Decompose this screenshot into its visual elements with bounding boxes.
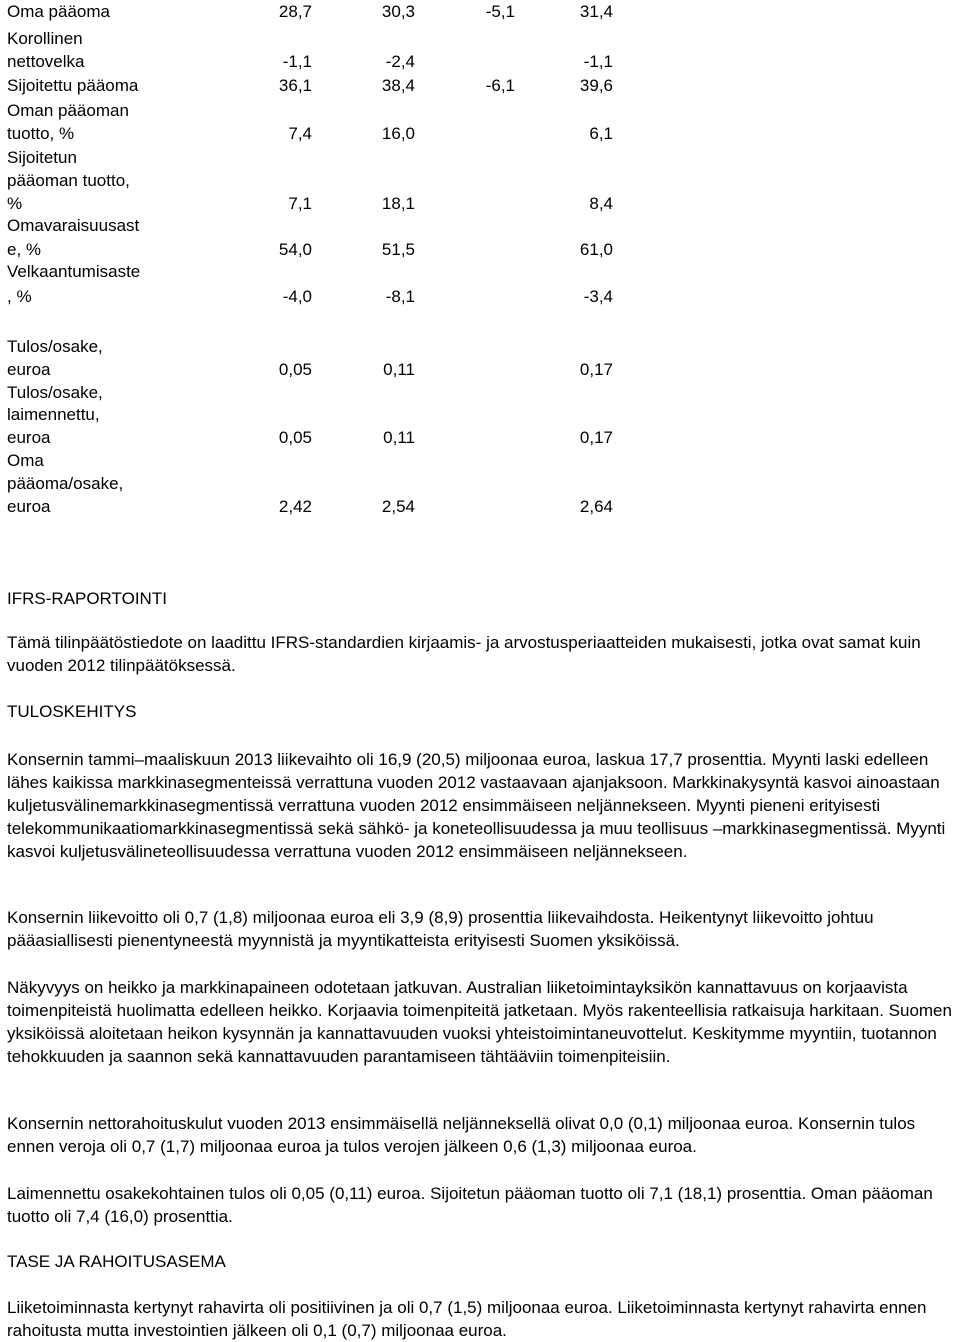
cell-value: 2,64 <box>579 497 613 516</box>
cell-value: 7,4 <box>288 124 312 143</box>
row-label-tulos-osake-laimennettu: euroa <box>7 428 51 447</box>
cell-value: -1,1 <box>583 52 613 71</box>
row-label-omavaraisuusaste: Omavaraisuusast <box>7 216 140 235</box>
tase-paragraph-1: Liiketoiminnasta kertynyt rahavirta oli positiivinen ja oli 0,7 (1,5) miljoonaa euroa. Liiketoiminnasta kertynyt rahavirta ennen rahoitusta mutta investointien jälkeen oli 0,1 (0,7) miljoonaa euroa. <box>7 1298 927 1340</box>
cell-value: 0,11 <box>383 360 415 379</box>
row-label-velkaantumisaste: Velkaantumisaste <box>7 262 141 281</box>
row-label-sijoitetun-paaoman-tuotto: % <box>7 194 23 213</box>
row-label-sijoitettu-paaoma: Sijoitettu pääoma <box>7 76 139 95</box>
row-label-oma-paaoma-osake: Oma <box>7 451 44 470</box>
cell-value: -3,4 <box>583 287 613 306</box>
cell-value: 2,54 <box>381 497 415 516</box>
cell-value: 6,1 <box>589 124 613 143</box>
row-label-oma-paaoma-osake: euroa <box>7 497 51 516</box>
tuloskehitys-paragraph-2: Konsernin liikevoitto oli 0,7 (1,8) miljoonaa euroa eli 3,9 (8,9) prosenttia liikevaihdosta. Heikentynyt liikevoitto johtuu pääasiallisesti pienentyneestä myynnistä ja myyntikatteista erityisesti Suomen yksiköissä. <box>7 908 874 950</box>
cell-value: 2,42 <box>278 497 312 516</box>
cell-value: 39,6 <box>579 76 613 95</box>
cell-value: 31,4 <box>579 2 613 21</box>
cell-value: 38,4 <box>381 76 415 95</box>
row-label-oman-paaoman-tuotto: Oman pääoman <box>7 101 129 120</box>
ifrs-paragraph: Tämä tilinpäätöstiedote on laadittu IFRS-standardien kirjaamis- ja arvostusperiaatteiden mukaisesti, jotka ovat samat kuin vuoden 2012 tilinpäätöksessä. <box>7 633 921 675</box>
row-label-oman-paaoman-tuotto: tuotto, % <box>7 124 75 143</box>
cell-value: -6,1 <box>485 76 515 95</box>
row-label-tulos-osake: euroa <box>7 360 51 379</box>
cell-value: 61,0 <box>579 240 613 259</box>
row-label-omavaraisuusaste: e, % <box>7 240 42 259</box>
cell-value: 0,11 <box>383 428 415 447</box>
row-label-korollinen-nettovelka: Korollinen <box>7 29 83 48</box>
section-heading-ifrs: IFRS-RAPORTOINTI <box>7 589 167 608</box>
tuloskehitys-paragraph-3: Näkyvyys on heikko ja markkinapaineen odotetaan jatkuvan. Australian liiketoimintayksikön kannattavuus on korjaavista toimenpiteistä huolimatta edelleen heikko. Korjaavia toimenpiteitä jatketaan. Myös rakenteellisia ratkaisuja harkitaan. Suomen yksiköissä aloitetaan heikon kysynnän ja kannattavuuden vuoksi yhteistoimintaneuvottelut. Keskitymme myyntiin, tuotannon tehokkuuden ja saannon sekä kannattavuuden parantamiseen tähtääviin toimenpiteisiin. <box>7 978 952 1066</box>
cell-value: 0,05 <box>278 428 312 447</box>
tuloskehitys-paragraph-5: Laimennettu osakekohtainen tulos oli 0,05 (0,11) euroa. Sijoitetun pääoman tuotto oli 7,1 (18,1) prosenttia. Oman pääoman tuotto oli 7,4 (16,0) prosenttia. <box>7 1184 933 1226</box>
cell-value: -8,1 <box>385 287 415 306</box>
cell-value: -2,4 <box>385 52 415 71</box>
cell-value: 0,05 <box>278 360 312 379</box>
section-heading-tuloskehitys: TULOSKEHITYS <box>7 702 137 721</box>
cell-value: 54,0 <box>278 240 312 259</box>
row-label-tulos-osake-laimennettu: laimennettu, <box>7 405 100 424</box>
row-label-oma-paaoma-osake: pääoma/osake, <box>7 474 124 493</box>
cell-value: 7,1 <box>288 194 312 213</box>
section-heading-tase: TASE JA RAHOITUSASEMA <box>7 1252 226 1271</box>
row-label-oma-paaoma: Oma pääoma <box>7 2 110 21</box>
cell-value: 0,17 <box>579 360 613 379</box>
cell-value: -5,1 <box>485 2 515 21</box>
row-label-korollinen-nettovelka: nettovelka <box>7 52 85 71</box>
cell-value: 18,1 <box>381 194 415 213</box>
row-label-tulos-osake-laimennettu: Tulos/osake, <box>7 383 103 402</box>
cell-value: 16,0 <box>381 124 415 143</box>
row-label-tulos-osake: Tulos/osake, <box>7 337 103 356</box>
tuloskehitys-paragraph-4: Konsernin nettorahoituskulut vuoden 2013 ensimmäisellä neljänneksellä olivat 0,0 (0,1) miljoonaa euroa. Konsernin tulos ennen veroja oli 0,7 (1,7) miljoonaa euroa ja tulos verojen jälkeen 0,6 (1,3) miljoonaa euroa. <box>7 1114 916 1156</box>
row-label-sijoitetun-paaoman-tuotto: pääoman tuotto, <box>7 171 130 190</box>
tuloskehitys-paragraph-1: Konsernin tammi–maaliskuun 2013 liikevaihto oli 16,9 (20,5) miljoonaa euroa, laskua 17,7 prosenttia. Myynti laski edelleen lähes kaikissa markkinasegmenteissä verrattuna vuoden 2012 vastaavaan ajanjaksoon. Markkinakysyntä kasvoi ainoastaan kuljetusvälinemarkkinasegmentissä verrattuna vuoden 2012 ensimmäiseen neljännekseen. Myynti pieneni erityisesti telekommunikaatiomarkkinasegmentissä sekä sähkö- ja koneteollisuudessa ja muu teollisuus –markkinasegmentissä. Myynti kasvoi kuljetusvälineteollisuudessa verrattuna vuoden 2012 ensimmäiseen neljännekseen. <box>7 750 946 861</box>
cell-value: -4,0 <box>282 287 312 306</box>
cell-value: 30,3 <box>381 2 415 21</box>
cell-value: -1,1 <box>282 52 312 71</box>
row-label-velkaantumisaste: , % <box>7 287 32 306</box>
cell-value: 36,1 <box>278 76 312 95</box>
cell-value: 28,7 <box>278 2 312 21</box>
row-label-sijoitetun-paaoman-tuotto: Sijoitetun <box>7 148 77 167</box>
cell-value: 8,4 <box>589 194 613 213</box>
cell-value: 0,17 <box>579 428 613 447</box>
cell-value: 51,5 <box>381 240 415 259</box>
